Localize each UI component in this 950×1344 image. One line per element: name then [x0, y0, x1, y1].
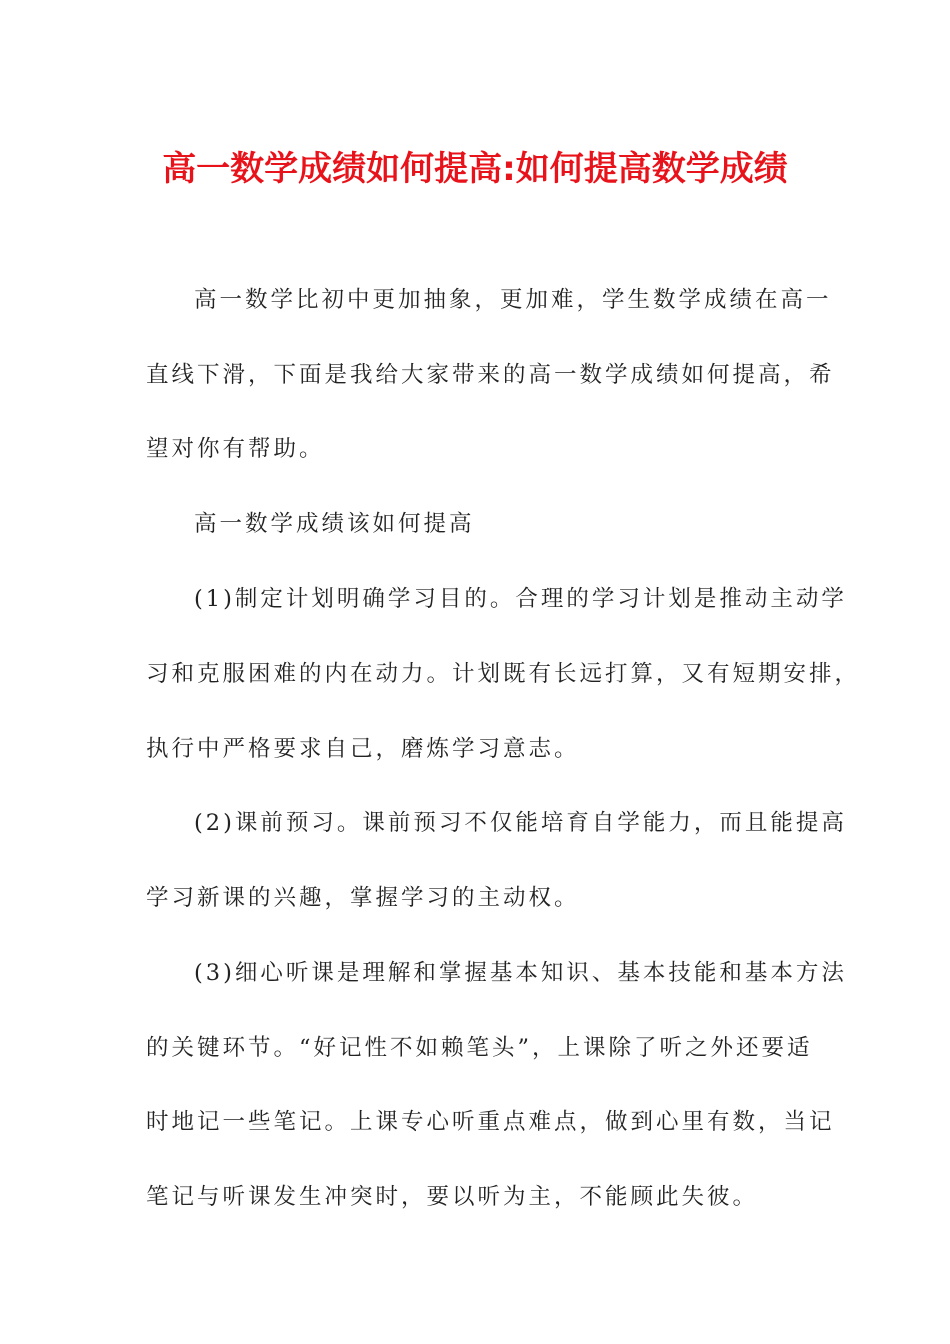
paragraph-line: 时地记一些笔记。上课专心听重点难点，做到心里有数，当记	[146, 1109, 835, 1135]
paragraph-line: 高一数学比初中更加抽象，更加难，学生数学成绩在高一	[194, 287, 832, 313]
paragraph-line: (3)细心听课是理解和掌握基本知识、基本技能和基本方法	[194, 960, 847, 986]
paragraph-line: 执行中严格要求自己，磨炼学习意志。	[146, 736, 580, 762]
paragraph-line: 笔记与听课发生冲突时，要以听为主，不能顾此失彼。	[146, 1184, 759, 1210]
paragraph-line: 直线下滑，下面是我给大家带来的高一数学成绩如何提高，希	[146, 362, 835, 388]
paragraph-line: (2)课前预习。课前预习不仅能培育自学能力，而且能提高	[194, 810, 847, 836]
section-heading: 高一数学成绩该如何提高	[194, 511, 475, 537]
paragraph-line: 望对你有帮助。	[146, 436, 325, 462]
paragraph-line: 的关键环节。“好记性不如赖笔头”，上课除了听之外还要适	[146, 1035, 813, 1061]
paragraph-line: 习和克服困难的内在动力。计划既有长远打算，又有短期安排，	[146, 661, 861, 687]
paragraph-line: (1)制定计划明确学习目的。合理的学习计划是推动主动学	[194, 586, 847, 612]
document-title: 高一数学成绩如何提高:如何提高数学成绩	[162, 149, 788, 189]
paragraph-line: 学习新课的兴趣，掌握学习的主动权。	[146, 885, 580, 911]
